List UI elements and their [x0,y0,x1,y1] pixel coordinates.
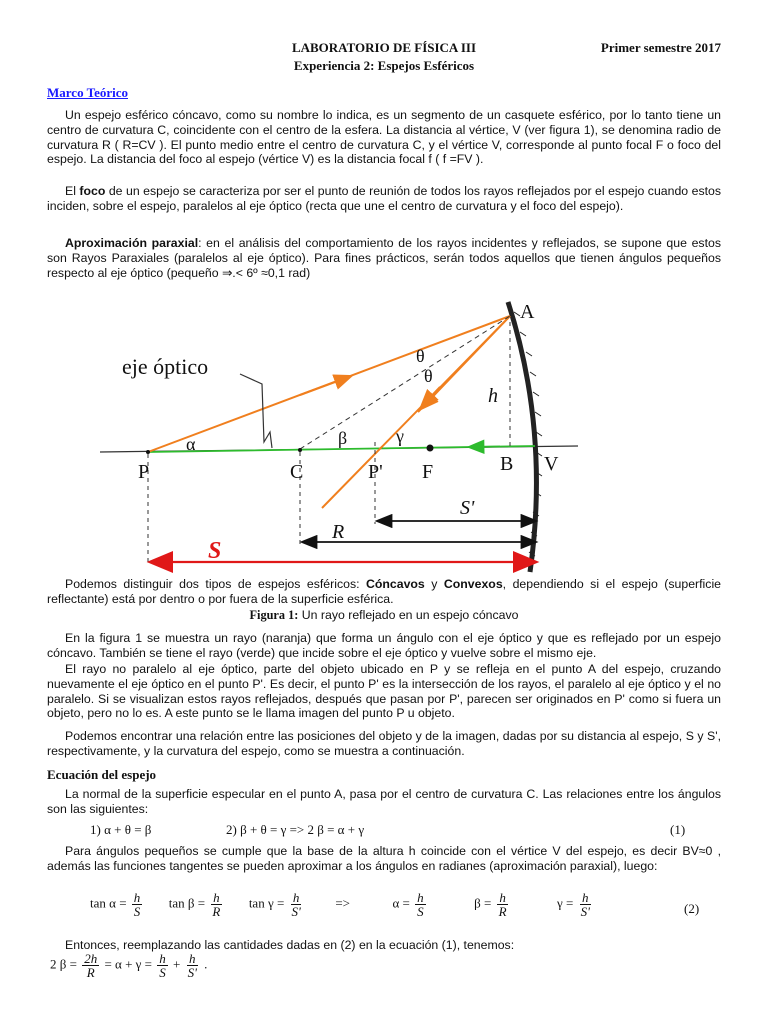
equation-1a: 1) α + θ = β [90,822,152,837]
gamma-eq: γ = [557,895,574,911]
text: El [65,184,80,198]
text: de un espejo se caracteriza por ser el punto de reunión de todos los rayos reflejados por el espejo cuando estos inciden, sobre el espejo, paralelos al eje óptico (recta que une el centro de curvatura y el foco del espejo). [47,184,721,213]
text: Podemos distinguir dos tipos de espejos esféricos: [65,577,366,591]
label-s: S [208,538,222,564]
text: : en el análisis del comportamiento de los rayos incidentes y reflejados, se supone que estos son Rayos Paraxiales (paralelos al eje óptico). Para fines prácticos, serán todos aquellos que tienen ángulos pequeños respecto al eje óptico (pequeño ⇒.< 6º ≈0,1 rad) [47,236,721,280]
green-arrow [470,447,500,448]
convexos-term: Convexos [443,577,503,591]
label-theta2: θ [424,366,433,386]
den: S' [187,965,197,980]
label-a: A [520,301,535,323]
equation-3-row [50,952,207,979]
paragraph-normal: La normal de la superficie especular en el punto A, pasa por el centro de curvatura C. Las relaciones entre los ángulos son las siguientes: [47,787,721,816]
end: . [204,956,208,972]
foco-term: foco [79,184,106,198]
point-f [427,445,434,452]
fraction-h-s [415,891,426,918]
figure-caption [0,608,768,623]
point-p [146,450,150,454]
num: h [213,890,220,905]
section-title: Ecuación del espejo [47,767,157,782]
incident-ray-arrow [300,377,350,396]
label-p: P [138,461,150,483]
text: y [424,577,444,591]
implies: => [335,895,350,911]
normal-arrow [422,393,436,408]
text: , dependiendo si el espejo (superficie reflectante) está por dentro o por fuera de la superficie esférica. [47,577,722,606]
num: 2h [84,951,98,966]
fraction-h-sp [290,891,303,918]
num: h [292,890,300,905]
tan-gamma: tan γ = [248,895,285,911]
paragraph-types [47,577,721,607]
den: S' [580,904,590,919]
paragraph-small-angles: Para ángulos pequeños se cumple que la base de la altura h coincide con el vértice V del espejo, es decir BV≈0 , además las funciones tangentes se pueden aproximar a los ángulos en radianes (aproximación paraxial), luego: [47,844,721,873]
num: h [582,890,589,905]
label-eje: eje óptico [122,354,209,379]
plus: + [173,956,181,972]
figure-label: Figura 1: [249,608,299,622]
label-alpha: α [186,434,196,454]
label-beta: β [338,428,348,448]
marco-teorico-link[interactable]: Marco Teórico [47,85,128,100]
paragraph-relation: Podemos encontrar una relación entre las posiciones del objeto y de la imagen, dadas por su distancia al espejo, S y S', respectivamente, y la curvatura del espejo, como se muestra a continuación. [47,729,721,758]
paraxial-term: Aproximación paraxial [65,236,199,250]
caption-text: Un rayo reflejado en un espejo cóncavo [298,608,519,622]
den: S [133,904,141,919]
num: h [499,890,506,905]
reflected-ray-arrow [422,387,440,406]
tan-beta: tan β = [168,895,206,911]
num: h [159,951,166,966]
label-r: R [332,521,345,543]
paragraph-ray-explanation: El rayo no paralelo al eje óptico, parte del objeto ubicado en P y se refleja en el punto A del espejo, cruzando nuevamente el eje óptico en el punto P'. Es decir, el punto P' es la intersección de los rayos, el paralelo al eje óptico y el no paralelo. Si se visualizan estos rayos reflejados, después que pasan por P', parecen ser originados en P' como si fuera un objeto, pero no lo es. A este punto se le llama imagen del punto P u objeto. [47,662,721,721]
paragraph-intro: Un espejo esférico cóncavo, como su nombre lo indica, es un segmento de un casquete esférico, por lo tanto tiene un centro de curvatura C, coincidente con el centro de la esfera. La distancia al vértice, V (ver figura 1), se denomina radio de curvatura R ( R=CV ). El punto medio entre el centro de curvatura C, y el vértice V, corresponde al punto focal F o foco del espejo. La distancia del foco al espejo (vértice V) es la distancia focal f ( f =FV ). [47,108,721,167]
num: h [417,890,424,905]
lhs: 2 β = [50,956,77,972]
label-v: V [544,453,559,475]
equation-2-number: (2) [684,901,700,916]
den: R [212,904,221,919]
fraction-2h-r [82,952,99,979]
concavos-term: Cóncavos [366,577,425,591]
fraction-h-s [157,952,168,979]
fraction-h-sp [579,891,592,918]
den: R [86,965,95,980]
label-theta1: θ [416,346,425,366]
semester-label: Primer semestre 2017 [600,40,721,55]
paragraph-substitution: Entonces, reemplazando las cantidades dadas en (2) en la ecuación (1), tenemos: [65,938,515,952]
label-pp: P' [368,461,383,483]
label-h: h [488,385,498,407]
fraction-h-r [210,891,222,918]
paragraph-paraxial [47,236,721,280]
point-c [298,448,302,452]
fraction-h-s [132,891,143,918]
equation-1b: 2) β + θ = γ => 2 β = α + γ [226,822,365,837]
den: S [159,965,166,980]
paragraph-figure-description: En la figura 1 se muestra un rayo (naranja) que forma un ángulo con el eje óptico y que es reflejado por un espejo cóncavo. También se tiene el rayo (verde) que incide sobre el eje óptico y vuelve sobre el mismo eje. [47,631,721,660]
equation-1-number: (1) [670,822,686,837]
label-c: C [290,461,304,483]
alpha-eq: α = [392,895,410,911]
lab-title: LABORATORIO DE FÍSICA III [291,40,477,55]
label-gamma: γ [396,426,404,446]
den: S' [291,904,301,919]
den: R [498,904,507,919]
label-f: F [422,461,434,483]
num: h [189,951,196,966]
fraction-h-r [497,891,509,918]
label-b: B [500,453,514,475]
beta-eq: β = [474,895,492,911]
den: S [417,904,424,919]
experiment-title: Experiencia 2: Espejos Esféricos [293,58,475,73]
mid: = α + γ = [104,956,153,972]
fraction-h-sp [186,952,199,979]
label-s-prime: S' [460,497,475,519]
concave-mirror-figure [100,292,660,578]
tan-alpha: tan α = [90,895,127,911]
mirror-arc [508,302,536,572]
paragraph-foco [47,184,721,214]
equation-2-row [90,891,594,918]
num: h [133,890,141,905]
